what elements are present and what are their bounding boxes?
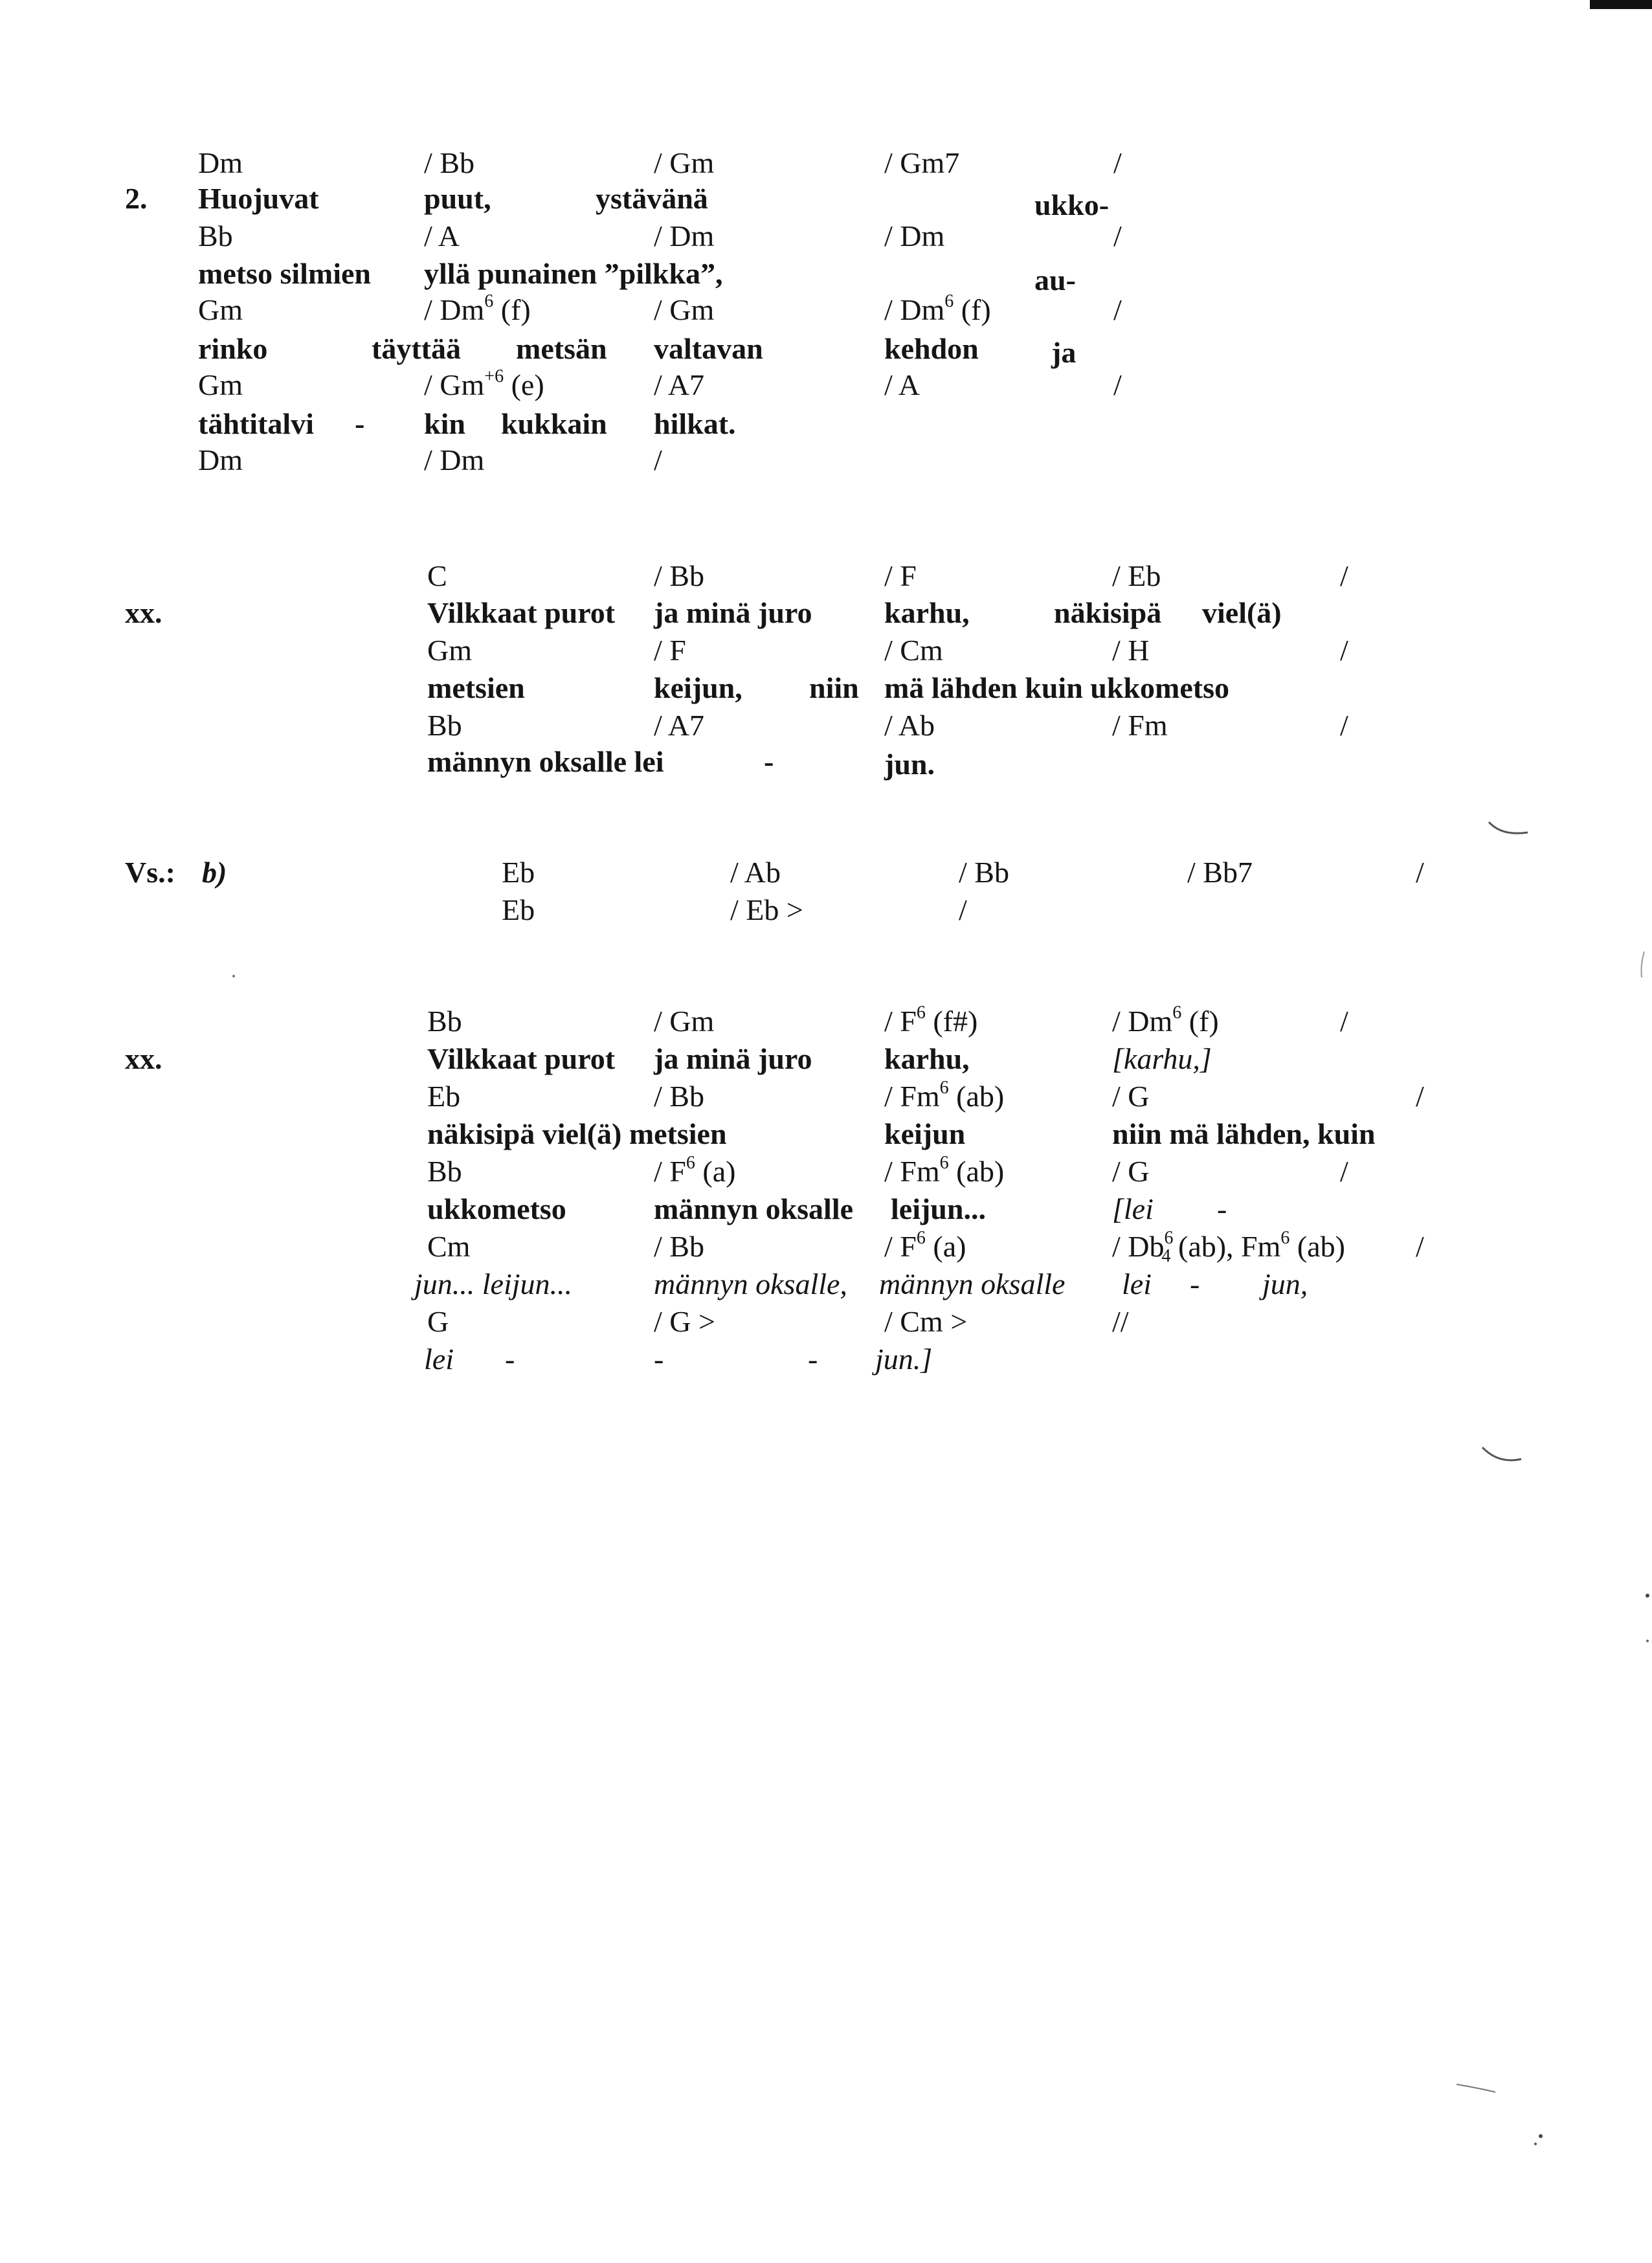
lyric: karhu, bbox=[884, 1042, 970, 1075]
bar-line: / bbox=[1113, 219, 1122, 252]
lyric-repeat: männyn oksalle bbox=[879, 1267, 1066, 1300]
chord: / Dm bbox=[424, 443, 485, 476]
lyric-repeat: jun.] bbox=[875, 1343, 933, 1376]
chord: / Dm bbox=[654, 219, 715, 252]
lyric: yllä punainen ”pilkka”, bbox=[424, 257, 723, 290]
chord: / Ab bbox=[884, 709, 935, 742]
lyric: näkisipä bbox=[1054, 596, 1162, 629]
chord: Eb bbox=[427, 1080, 461, 1113]
lyric-repeat: - bbox=[505, 1343, 515, 1376]
chord: / Bb bbox=[654, 559, 704, 592]
lyric: - bbox=[355, 407, 365, 440]
chord: / A bbox=[884, 368, 920, 401]
chord: / G bbox=[1112, 1080, 1150, 1113]
bar-line: / bbox=[1113, 293, 1122, 326]
speck bbox=[1646, 1640, 1649, 1642]
chord: / Dm$^6$ (f) bbox=[1112, 1003, 1219, 1038]
lyric: näkisipä viel(ä) metsien bbox=[427, 1117, 727, 1150]
bar-line: / bbox=[1113, 368, 1122, 401]
chord: Dm bbox=[198, 443, 243, 476]
chord: / Eb bbox=[1112, 559, 1161, 592]
chord: / Gm bbox=[654, 146, 715, 179]
lyric-repeat: jun... leijun... bbox=[414, 1267, 573, 1300]
chord: / Cm > bbox=[884, 1305, 968, 1338]
chord: Bb bbox=[198, 219, 233, 252]
lyric-repeat: [lei bbox=[1112, 1192, 1154, 1225]
pencil-mark bbox=[1642, 952, 1645, 977]
lyric: kukkain bbox=[501, 407, 607, 440]
lyric: - bbox=[764, 745, 774, 778]
lyric: Huojuvat bbox=[198, 182, 319, 215]
chord: / H bbox=[1112, 634, 1150, 667]
lyric: kin bbox=[424, 407, 465, 440]
bar-line: / bbox=[1340, 1155, 1348, 1188]
chord: / Gm7 bbox=[884, 146, 960, 179]
chord: / Dm$^6$ (f) bbox=[884, 291, 991, 326]
lyric: ystävänä bbox=[596, 182, 708, 215]
lyric: au- bbox=[1034, 263, 1076, 296]
chord: Cm bbox=[427, 1230, 471, 1263]
lyric: metso silmien bbox=[198, 257, 372, 290]
bar-line: / bbox=[1340, 1005, 1348, 1038]
lyric: keijun bbox=[884, 1117, 966, 1150]
bar-line: / bbox=[1416, 856, 1424, 889]
bar-line: / bbox=[1340, 709, 1348, 742]
bar-line: / bbox=[1340, 559, 1348, 592]
lyric-repeat: männyn oksalle, bbox=[654, 1267, 847, 1300]
lyric: männyn oksalle bbox=[654, 1192, 854, 1225]
bar-line: / bbox=[1340, 634, 1348, 667]
chord: / $F^6$ (f#) bbox=[884, 1003, 978, 1038]
lyric-repeat: lei bbox=[424, 1343, 454, 1376]
chord: / G > bbox=[654, 1305, 715, 1338]
lyric: ukkometso bbox=[427, 1192, 566, 1225]
pencil-mark bbox=[1482, 1447, 1521, 1460]
lyric: keijun, bbox=[654, 671, 742, 704]
chord: Gm bbox=[427, 634, 472, 667]
chord: Gm bbox=[198, 368, 243, 401]
chord: / Bb bbox=[959, 856, 1009, 889]
chord: Bb bbox=[427, 709, 462, 742]
vs-label: Vs.: bbox=[125, 856, 175, 889]
lyric: karhu, bbox=[884, 596, 970, 629]
chord: Eb bbox=[502, 856, 535, 889]
lyric: hilkat. bbox=[654, 407, 736, 440]
lyric-repeat: - bbox=[1217, 1192, 1227, 1225]
chord: / Dm$^6$ (f) bbox=[424, 291, 531, 326]
chord: / G bbox=[1112, 1155, 1150, 1188]
chord: / Gm bbox=[654, 1005, 715, 1038]
pencil-mark bbox=[1489, 822, 1528, 833]
lyric: niin mä lähden, kuin bbox=[1112, 1117, 1376, 1150]
chord: Bb bbox=[427, 1005, 462, 1038]
chord: / $Gm^{+6}$ (e) bbox=[424, 366, 544, 401]
chord: / F bbox=[654, 634, 686, 667]
chord: / Bb7 bbox=[1187, 856, 1253, 889]
lyric-repeat: - bbox=[808, 1343, 818, 1376]
chord: / Bb bbox=[654, 1080, 704, 1113]
lyric-repeat: [karhu,] bbox=[1112, 1042, 1212, 1075]
chord: / $Db^6_4$ (ab), Fm$^6$ (ab) bbox=[1112, 1228, 1345, 1266]
lyric: rinko bbox=[198, 332, 268, 365]
chord: / Bb bbox=[654, 1230, 704, 1263]
lyric: jun. bbox=[884, 748, 935, 781]
lyric: valtavan bbox=[654, 332, 763, 365]
chorus-label: xx. bbox=[125, 1042, 162, 1075]
verse-number: 2. bbox=[125, 182, 148, 215]
speck bbox=[232, 975, 235, 977]
chord: / Ab bbox=[730, 856, 781, 889]
lyric-repeat: - bbox=[1190, 1267, 1200, 1300]
lyric: täyttää bbox=[372, 332, 461, 365]
lyric: niin bbox=[809, 671, 859, 704]
chord: / Eb > bbox=[730, 893, 803, 926]
chord: Gm bbox=[198, 293, 243, 326]
speck bbox=[1539, 2134, 1543, 2138]
lyric: mä lähden kuin ukkometso bbox=[884, 671, 1229, 704]
chord: C bbox=[427, 559, 447, 592]
lyric: Vilkkaat purot bbox=[427, 596, 616, 629]
chord: / Fm$^6$ (ab) bbox=[884, 1078, 1005, 1113]
chord: / Cm bbox=[884, 634, 943, 667]
lyric: ja bbox=[1051, 336, 1077, 369]
chord: / $F^6$ (a) bbox=[884, 1228, 966, 1263]
chord: / Fm$^6$ (ab) bbox=[884, 1153, 1005, 1188]
double-bar-line: // bbox=[1112, 1305, 1129, 1338]
vs-sublabel: b) bbox=[202, 856, 227, 889]
chord: / Dm bbox=[884, 219, 945, 252]
lyric: männyn oksalle lei bbox=[427, 745, 664, 778]
lyric-repeat: - bbox=[654, 1343, 664, 1376]
chord: / A bbox=[424, 219, 460, 252]
bar-line: / bbox=[1113, 146, 1122, 179]
pencil-mark bbox=[1457, 2084, 1495, 2092]
chord: / F bbox=[884, 559, 917, 592]
chord: G bbox=[427, 1305, 449, 1338]
chord: / $F^6$ (a) bbox=[654, 1153, 736, 1188]
chord: Bb bbox=[427, 1155, 462, 1188]
speck bbox=[1534, 2143, 1537, 2145]
lyric: metsien bbox=[427, 671, 525, 704]
lyric: ja minä juro bbox=[654, 1042, 812, 1075]
lyric-repeat: jun, bbox=[1262, 1267, 1308, 1300]
speck bbox=[1646, 1594, 1649, 1598]
lyric: viel(ä) bbox=[1202, 596, 1282, 629]
lyric: puut, bbox=[424, 182, 491, 215]
chord: / Gm bbox=[654, 293, 715, 326]
lyric: ukko- bbox=[1034, 188, 1110, 221]
bar-line: / bbox=[959, 893, 967, 926]
chord: / A7 bbox=[654, 368, 704, 401]
bar-line: / bbox=[1416, 1080, 1424, 1113]
lyric: Vilkkaat purot bbox=[427, 1042, 616, 1075]
lyric: ja minä juro bbox=[654, 596, 812, 629]
chord: Dm bbox=[198, 146, 243, 179]
chord: / A7 bbox=[654, 709, 704, 742]
bar-line: / bbox=[654, 443, 662, 476]
bar-line: / bbox=[1416, 1230, 1424, 1263]
lyric: metsän bbox=[516, 332, 607, 365]
lyric-repeat: lei bbox=[1122, 1267, 1152, 1300]
lyric: kehdon bbox=[884, 332, 979, 365]
chord: / Fm bbox=[1112, 709, 1168, 742]
chord: / Bb bbox=[424, 146, 474, 179]
lyric: tähtitalvi bbox=[198, 407, 314, 440]
chorus-label: xx. bbox=[125, 596, 162, 629]
chord: Eb bbox=[502, 893, 535, 926]
lyric: leijun... bbox=[891, 1192, 986, 1225]
